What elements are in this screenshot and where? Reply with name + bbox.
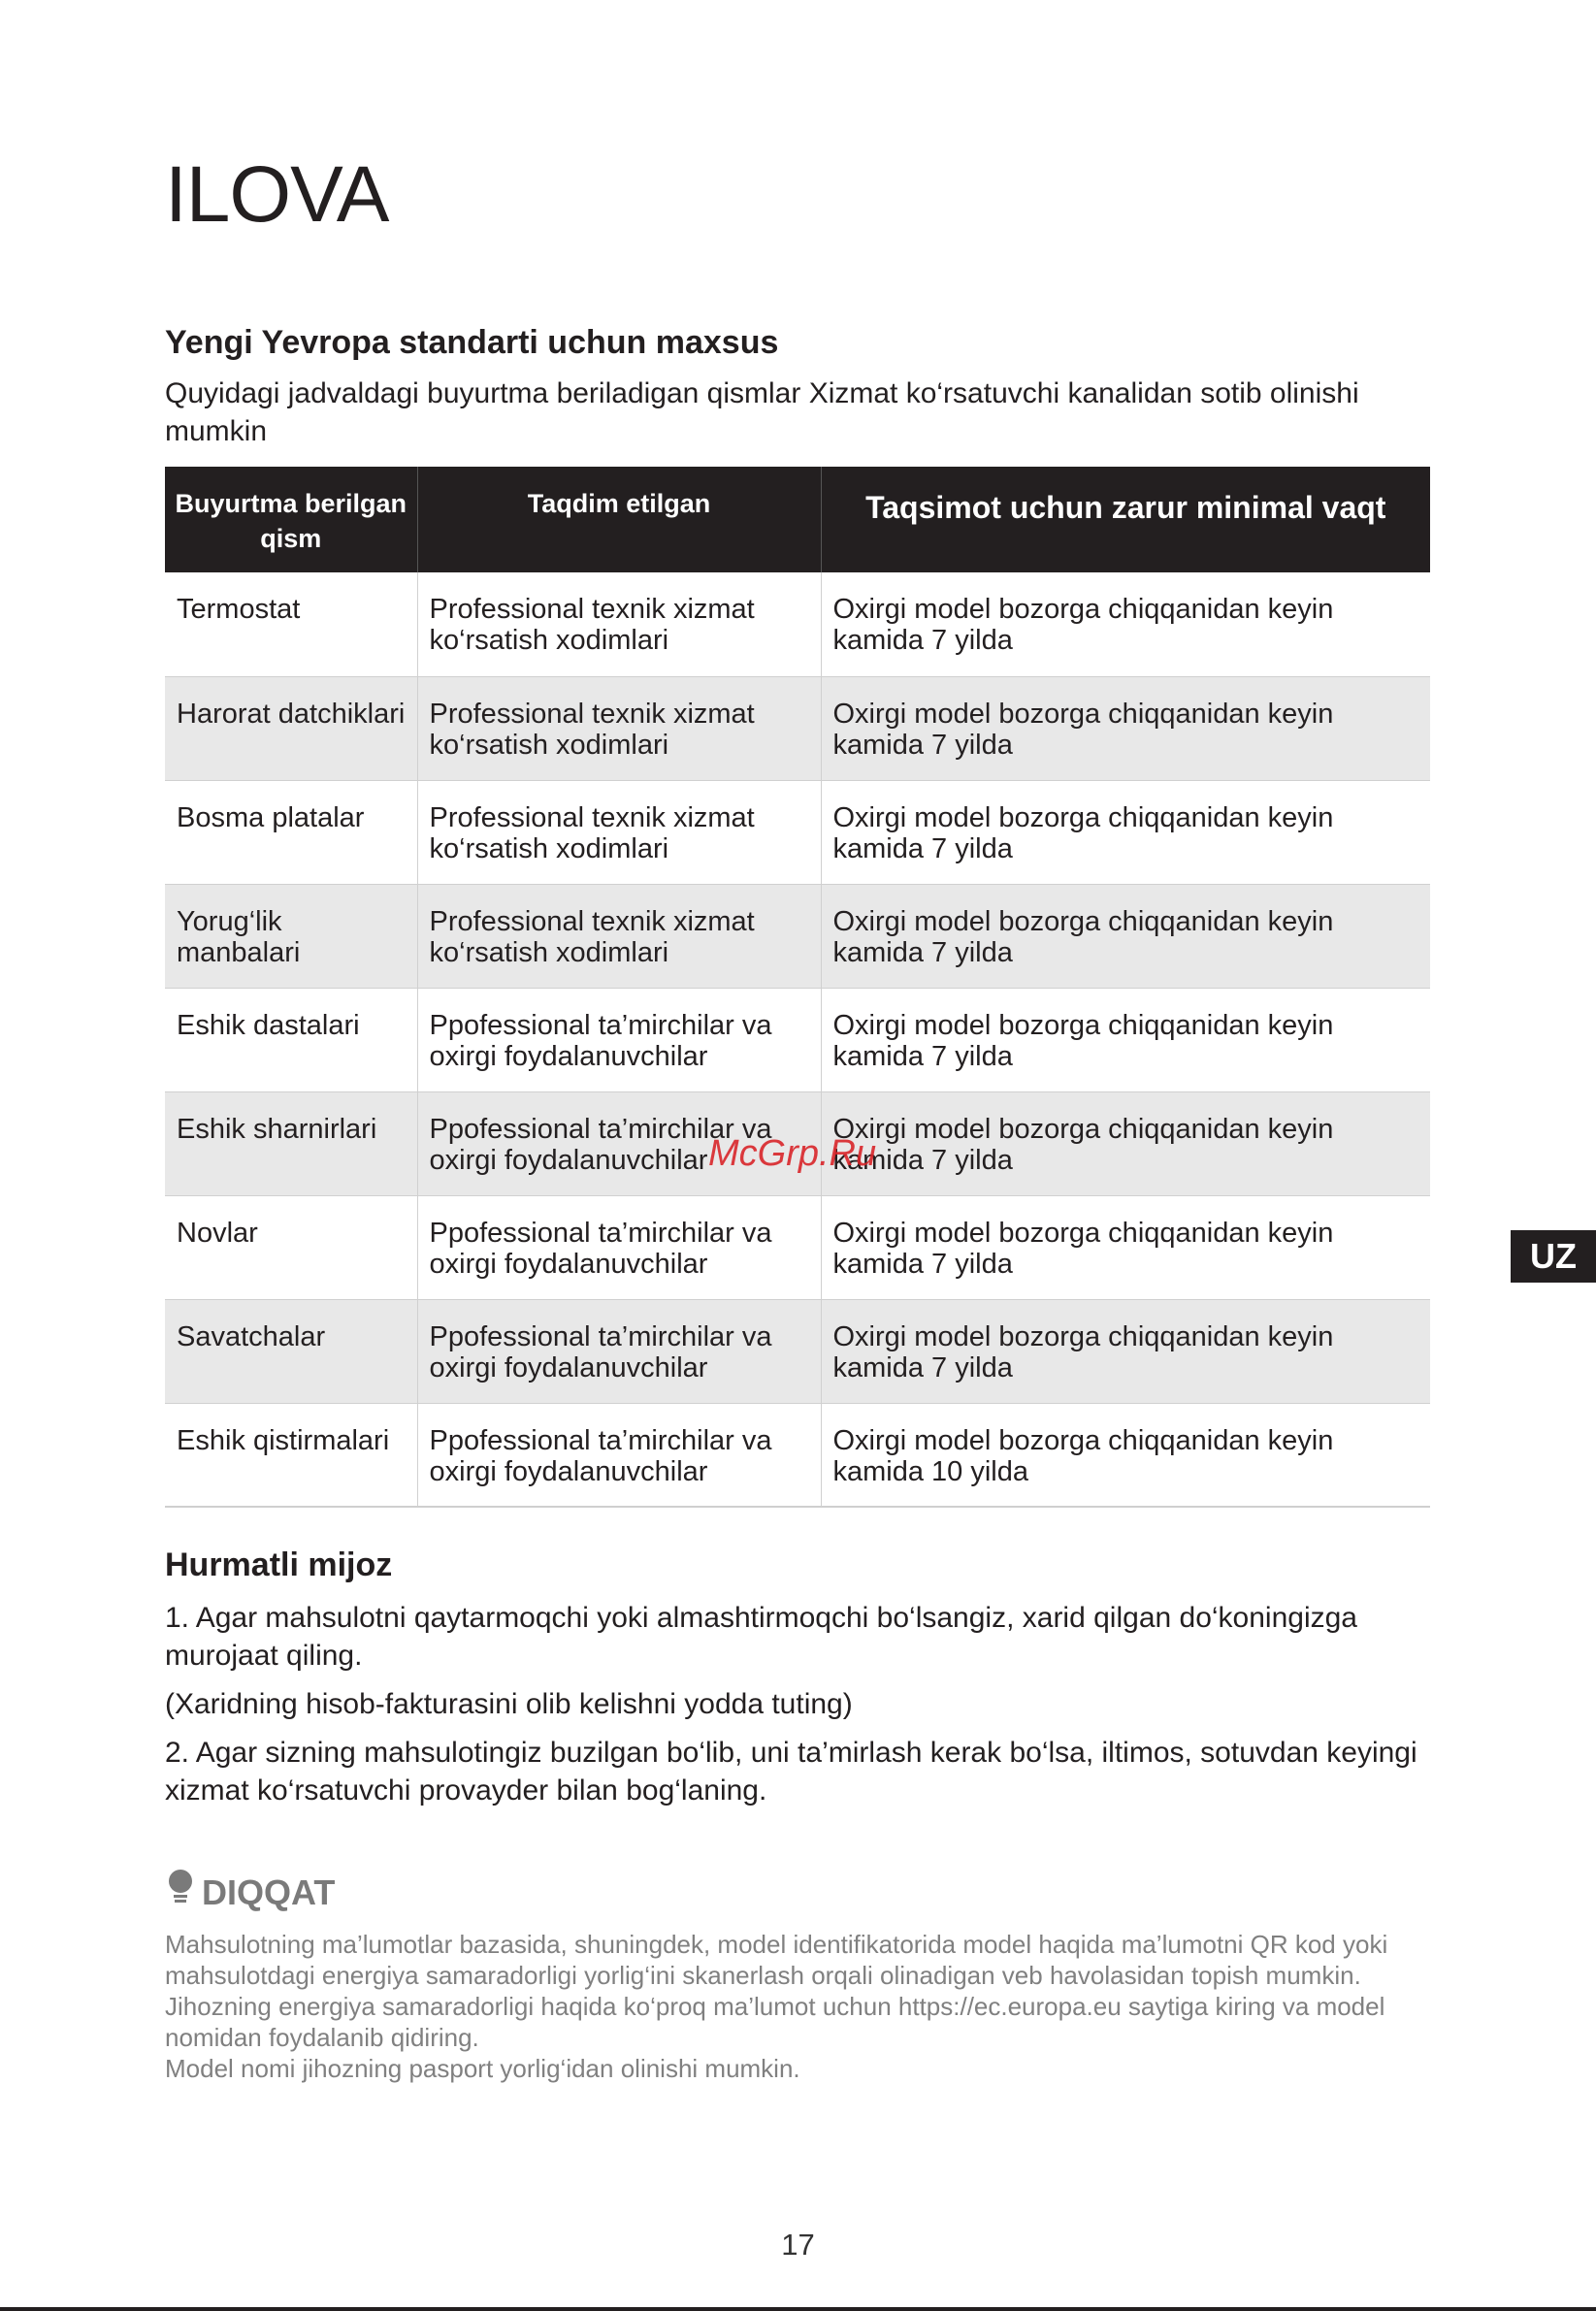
cell-provided: Ppofessional ta’mirchilar va oxirgi foydalanuvchilar [417,1403,821,1507]
dear-customer-paragraph: 1. Agar mahsulotni qaytarmoqchi yoki almashtirmoqchi bo‘lsangiz, xarid qilgan do‘koningizga murojaat qiling. [165,1602,1357,1672]
cell-time: Oxirgi model bozorga chiqqanidan keyin kamida 7 yilda [821,884,1430,988]
spare-parts-table [165,467,1430,1508]
table-row [165,988,1430,1091]
table-row [165,780,1430,884]
language-tab: UZ [1511,1230,1596,1283]
cell-provided: Professional texnik xizmat ko‘rsatish xodimlari [417,780,821,884]
cell-part: Termostat [165,572,417,676]
lightbulb-icon [165,1869,198,1910]
cell-part: Yorug‘lik manbalari [165,884,417,988]
cell-time: Oxirgi model bozorga chiqqanidan keyin kamida 7 yilda [821,1299,1430,1403]
page-number: 17 [781,2228,815,2262]
note-title: DIQQAT [202,1872,336,1912]
header-ordered-part: Buyurtma berilgan qism [165,467,417,572]
table-row [165,1403,1430,1507]
intro-text: Quyidagi jadvaldagi buyurtma beriladigan qismlar Xizmat ko‘rsatuvchi kanalidan sotib olinishi mumkin [165,377,1359,447]
cell-part: Eshik sharnirlari [165,1091,417,1195]
cell-part: Eshik qistirmalari [165,1403,417,1507]
dear-customer-title: Hurmatli mijoz [165,1546,393,1583]
cell-time: Oxirgi model bozorga chiqqanidan keyin kamida 7 yilda [821,572,1430,676]
table-row [165,1299,1430,1403]
cell-part: Bosma platalar [165,780,417,884]
bottom-divider [0,2307,1596,2311]
cell-time: Oxirgi model bozorga chiqqanidan keyin kamida 10 yilda [821,1403,1430,1507]
cell-part: Novlar [165,1195,417,1299]
cell-part: Eshik dastalari [165,988,417,1091]
table-row [165,572,1430,676]
cell-time: Oxirgi model bozorga chiqqanidan keyin kamida 7 yilda [821,780,1430,884]
table-header-row [165,467,1430,572]
cell-provided: Ppofessional ta’mirchilar va oxirgi foydalanuvchilar [417,1195,821,1299]
table-row [165,1195,1430,1299]
cell-provided: Ppofessional ta’mirchilar va oxirgi foydalanuvchilar [417,988,821,1091]
note-heading [165,1869,335,1910]
note-body [165,1929,1436,2084]
cell-time: Oxirgi model bozorga chiqqanidan keyin kamida 7 yilda [821,1091,1430,1195]
cell-provided: Professional texnik xizmat ko‘rsatish xodimlari [417,884,821,988]
cell-time: Oxirgi model bozorga chiqqanidan keyin kamida 7 yilda [821,1195,1430,1299]
cell-provided: Professional texnik xizmat ko‘rsatish xodimlari [417,572,821,676]
cell-provided: Professional texnik xizmat ko‘rsatish xodimlari [417,676,821,780]
dear-customer-body [165,1599,1436,1820]
header-provided-by: Taqdim etilgan [417,467,821,572]
dear-customer-paragraph: 2. Agar sizning mahsulotingiz buzilgan bo‘lib, uni ta’mirlash kerak bo‘lsa, iltimos, sotuvdan keyingi xizmat ko‘rsatuvchi provayder bilan bog‘laning. [165,1737,1417,1806]
cell-provided: Ppofessional ta’mirchilar va oxirgi foydalanuvchilar [417,1091,821,1195]
table-row [165,676,1430,780]
dear-customer-paragraph: (Xaridning hisob-fakturasini olib kelishni yodda tuting) [165,1688,853,1720]
note-paragraph: Model nomi jihozning pasport yorlig‘idan olinishi mumkin. [165,2054,800,2083]
section-title: Yengi Yevropa standarti uchun maxsus [165,324,779,361]
watermark: McGrp.Ru [708,1133,877,1174]
note-paragraph: Jihozning energiya samaradorligi haqida ko‘proq ma’lumot uchun https://ec.europa.eu saytiga kiring va model nomidan foydalanib qidiring. [165,1992,1385,2052]
cell-part: Harorat datchiklari [165,676,417,780]
cell-time: Oxirgi model bozorga chiqqanidan keyin kamida 7 yilda [821,988,1430,1091]
cell-part: Savatchalar [165,1299,417,1403]
page-title: ILOVA [165,150,389,239]
header-minimum-time: Taqsimot uchun zarur minimal vaqt [821,467,1430,572]
cell-time: Oxirgi model bozorga chiqqanidan keyin kamida 7 yilda [821,676,1430,780]
table-row [165,884,1430,988]
cell-provided: Ppofessional ta’mirchilar va oxirgi foydalanuvchilar [417,1299,821,1403]
note-paragraph: Mahsulotning ma’lumotlar bazasida, shuningdek, model identifikatorida model haqida ma’lumotni QR kod yoki mahsulotdagi energiya samaradorligi yorlig‘ini skanerlash orqali olinadigan veb havolasidan topish mumkin. [165,1930,1388,1990]
